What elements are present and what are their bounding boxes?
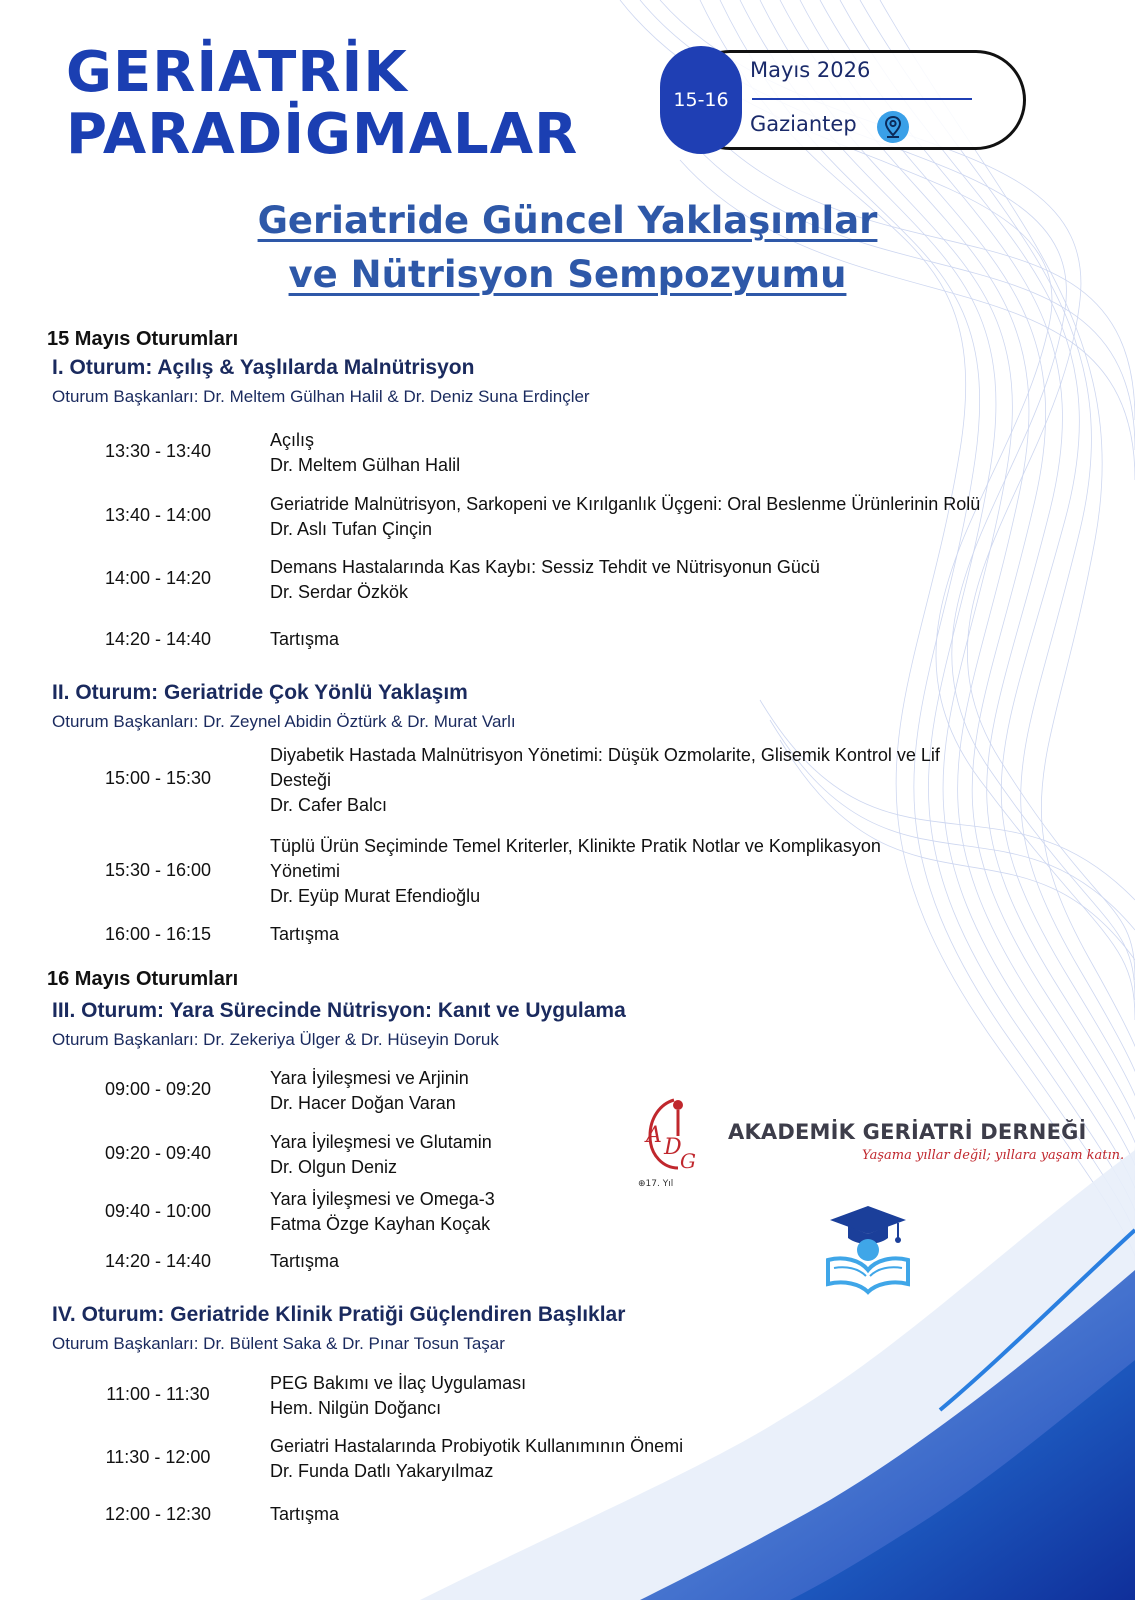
schedule-talk: [270, 922, 1090, 947]
talk-title-cont: Desteği: [270, 770, 332, 790]
city-name: Gaziantep: [750, 112, 857, 136]
subtitle-line1: Geriatride Güncel Yaklaşımlar: [257, 199, 878, 242]
schedule-time: 14:20 - 14:40: [104, 629, 212, 649]
talk-title: Yara İyileşmesi ve Arjinin: [270, 1068, 469, 1088]
session4-title: IV. Oturum: Geriatride Klinik Pratiği Güçlendiren Başlıklar: [52, 1303, 626, 1326]
talk-title: Geriatride Malnütrisyon, Sarkopeni ve Kırılganlık Üçgeni: Oral Beslenme Ürünlerinin Rolü: [270, 494, 981, 514]
schedule-talk: [270, 834, 1090, 909]
session3-chairs: Oturum Başkanları: Dr. Zekeriya Ülger & Dr. Hüseyin Doruk: [52, 1030, 499, 1049]
schedule-talk: [270, 627, 1090, 652]
svg-text:D: D: [664, 1135, 682, 1160]
subtitle-line2: ve Nütrisyon Sempozyumu: [288, 253, 847, 296]
talk-title: Tüplü Ürün Seçiminde Temel Kriterler, Klinikte Pratik Notlar ve Komplikasyon: [270, 836, 881, 856]
talk-title: Diyabetik Hastada Malnütrisyon Yönetimi: Düşük Ozmolarite, Glisemik Kontrol ve Lif: [270, 745, 940, 765]
schedule-time: 09:00 - 09:20: [104, 1079, 212, 1099]
talk-speaker: Fatma Özge Kayhan Koçak: [270, 1214, 491, 1234]
talk-title: Tartışma: [270, 629, 340, 649]
session1-title: I. Oturum: Açılış & Yaşlılarda Malnütrisyon: [52, 356, 475, 379]
svg-text:G: G: [680, 1149, 696, 1173]
schedule-time: 14:20 - 14:40: [104, 1251, 212, 1271]
schedule-talk: [270, 1434, 1090, 1484]
schedule-talk: [270, 555, 1090, 605]
schedule-time: 14:00 - 14:20: [104, 568, 212, 588]
talk-speaker: Hem. Nilgün Doğancı: [270, 1398, 442, 1418]
schedule-time: 13:30 - 13:40: [104, 441, 212, 461]
schedule-talk: [270, 492, 1090, 542]
session1-chairs: Oturum Başkanları: Dr. Meltem Gülhan Halil & Dr. Deniz Suna Erdinçler: [52, 387, 590, 406]
talk-title: Açılış: [270, 430, 315, 450]
event-title: [66, 42, 578, 166]
talk-title: Tartışma: [270, 1251, 340, 1271]
svg-text:⊕17. Yıl: ⊕17. Yıl: [638, 1179, 674, 1189]
talk-speaker: Dr. Hacer Doğan Varan: [270, 1093, 456, 1113]
talk-title: Yara İyileşmesi ve Glutamin: [270, 1132, 492, 1152]
talk-title: Yara İyileşmesi ve Omega-3: [270, 1189, 495, 1209]
symposium-subtitle: [0, 194, 1135, 302]
session2-title: II. Oturum: Geriatride Çok Yönlü Yaklaşım: [52, 681, 468, 704]
organization-name: AKADEMİK GERİATRİ DERNEĞİ: [728, 1120, 1087, 1144]
talk-speaker: Dr. Olgun Deniz: [270, 1157, 398, 1177]
svg-text:A: A: [646, 1123, 662, 1148]
talk-speaker: Dr. Funda Datlı Yakaryılmaz: [270, 1461, 494, 1481]
map-pin-icon: [876, 110, 910, 144]
talk-title-cont: Yönetimi: [270, 861, 341, 881]
schedule-talk: [270, 1249, 1090, 1274]
date-month: Mayıs 2026: [750, 58, 871, 82]
talk-title: Tartışma: [270, 924, 340, 944]
talk-speaker: Dr. Eyüp Murat Efendioğlu: [270, 886, 481, 906]
schedule-time: 09:40 - 10:00: [104, 1201, 212, 1221]
talk-speaker: Dr. Serdar Özkök: [270, 582, 409, 602]
talk-speaker: Dr. Aslı Tufan Çinçin: [270, 519, 433, 539]
session2-chairs: Oturum Başkanları: Dr. Zeynel Abidin Öztürk & Dr. Murat Varlı: [52, 712, 516, 731]
schedule-talk: [270, 743, 1090, 818]
event-title-line2: PARADİGMALAR: [66, 102, 579, 167]
schedule-time: 15:30 - 16:00: [104, 860, 212, 880]
schedule-time: 16:00 - 16:15: [104, 924, 212, 944]
schedule-time: 13:40 - 14:00: [104, 505, 212, 525]
talk-title: Geriatri Hastalarında Probiyotik Kullanımının Önemi: [270, 1436, 684, 1456]
day1-heading: 15 Mayıs Oturumları: [47, 328, 239, 350]
schedule-time: 09:20 - 09:40: [104, 1143, 212, 1163]
day2-heading: 16 Mayıs Oturumları: [47, 968, 239, 990]
schedule-time: 12:00 - 12:30: [104, 1504, 212, 1524]
graduation-book-icon: [822, 1204, 914, 1296]
date-divider: [752, 98, 972, 100]
schedule-time: 11:00 - 11:30: [106, 1384, 210, 1404]
adg-logo-icon: [634, 1096, 714, 1190]
event-title-line1: GERİATRİK: [66, 40, 408, 105]
schedule-talk: [270, 1502, 1090, 1527]
talk-title: Tartışma: [270, 1504, 340, 1524]
schedule-talk: [270, 428, 1090, 478]
schedule-talk: [270, 1187, 1090, 1237]
session4-chairs: Oturum Başkanları: Dr. Bülent Saka & Dr. Pınar Tosun Taşar: [52, 1334, 505, 1353]
talk-title: PEG Bakımı ve İlaç Uygulaması: [270, 1373, 527, 1393]
schedule-time: 15:00 - 15:30: [104, 768, 212, 788]
schedule-time: 11:30 - 12:00: [105, 1447, 211, 1467]
talk-title: Demans Hastalarında Kas Kaybı: Sessiz Tehdit ve Nütrisyonun Gücü: [270, 557, 820, 577]
organization-motto: Yaşama yıllar değil; yıllara yaşam katın.: [862, 1148, 1125, 1163]
schedule-talk: [270, 1371, 1090, 1421]
session3-title: III. Oturum: Yara Sürecinde Nütrisyon: Kanıt ve Uygulama: [52, 999, 626, 1022]
date-days-circle: 15-16: [660, 46, 742, 154]
talk-speaker: Dr. Meltem Gülhan Halil: [270, 455, 461, 475]
talk-speaker: Dr. Cafer Balcı: [270, 795, 388, 815]
